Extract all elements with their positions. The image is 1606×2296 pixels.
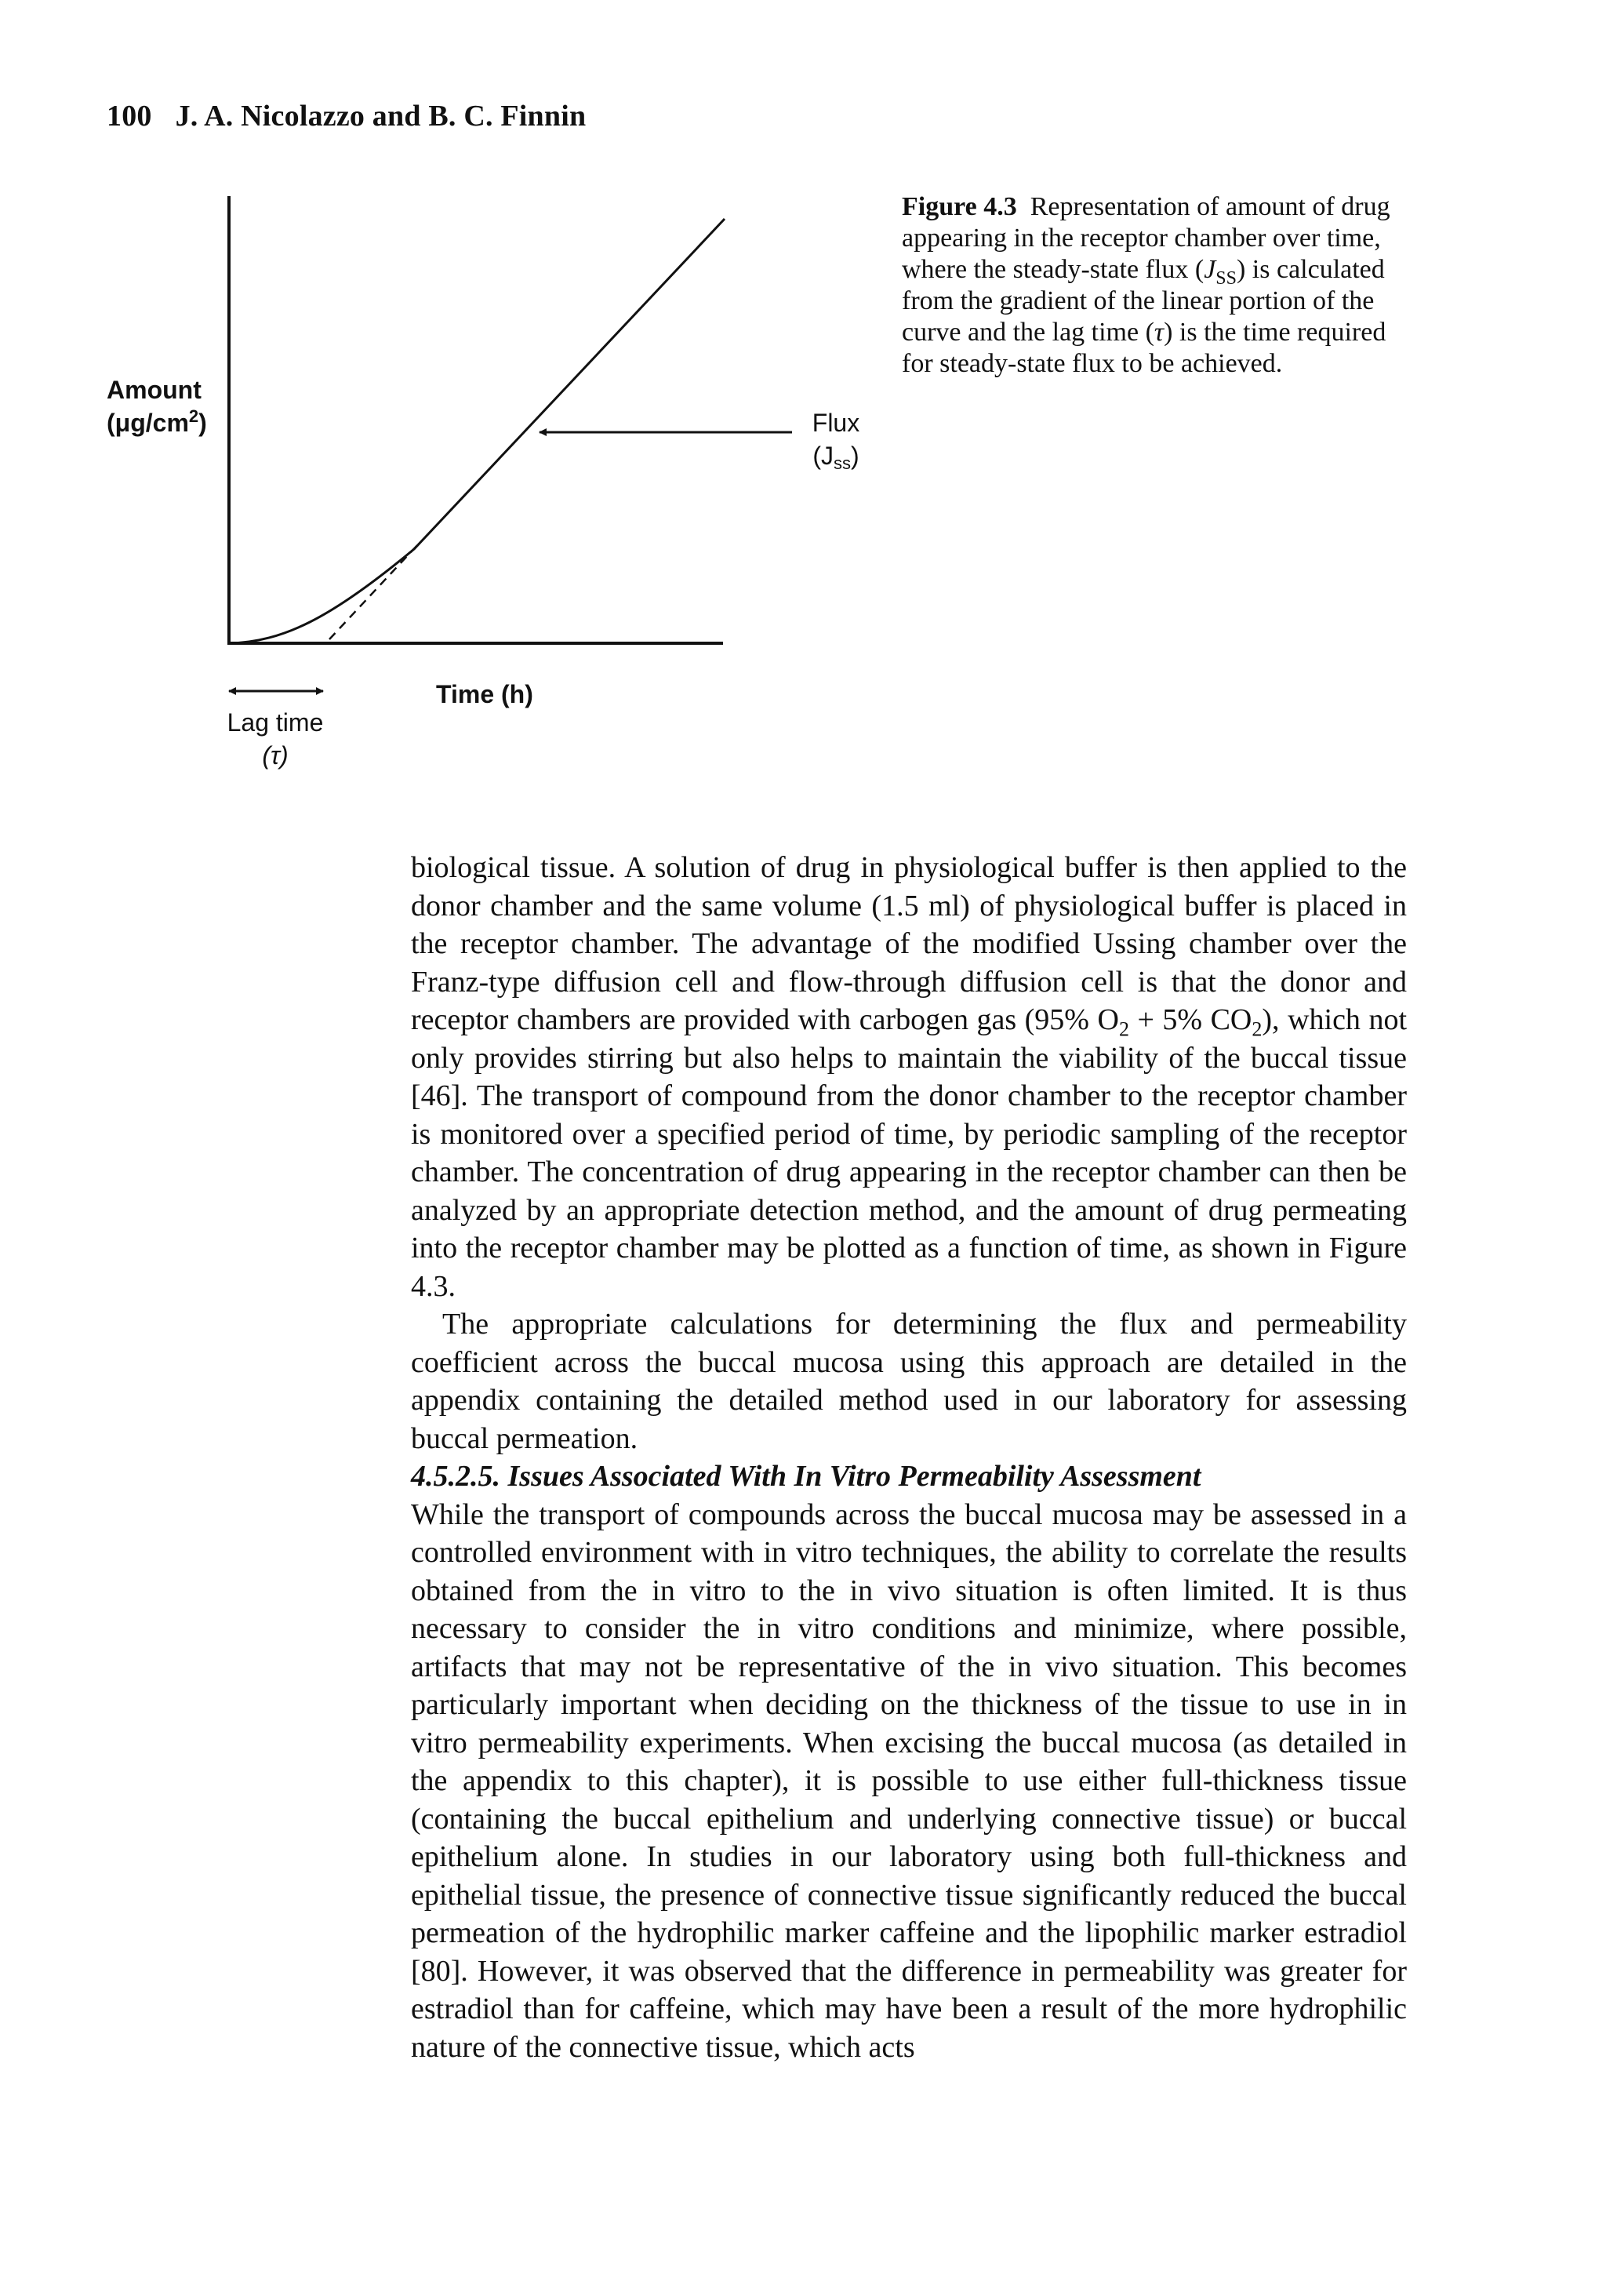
- flux-symbol: $(J_{ss})$: [812, 442, 859, 473]
- y-axis-label: [107, 373, 207, 439]
- flux-label: [805, 406, 867, 472]
- paragraph-1: biological tissue. A solution of drug in physiological buffer is then applied to the donor chamber and the same volume (1.5 ml) of physiological buffer is placed in the receptor chamber. The advantage of the modified Ussing chamber over the Franz-type diffusion cell and flow-through diffusion cell is that the donor and receptor chambers are provided with carbogen gas (95% $O_2 + 5\%$ $CO_2$), which not only provides stirring but also helps to maintain the viability of the buccal tissue [46]. The transport of compound from the donor chamber to the receptor chamber is monitored over a specified period of time, by periodic sampling of the receptor chamber. The concentration of drug appearing in the receptor chamber can then be analyzed by an appropriate detection method, and the amount of drug permeating into the receptor chamber may be plotted as a function of time, as shown in Figure 4.3.: [411, 851, 1408, 1303]
- paragraph-2: The appropriate calculations for determining the flux and permeability coefficient across the buccal mucosa using this approach are detailed in the appendix containing the detailed method used in our laboratory for assessing buccal permeation.: [411, 1308, 1407, 1455]
- caption-title: Figure 4.3: [902, 192, 1017, 221]
- y-axis-label-line2: $(\mu g/cm^2)$: [107, 406, 207, 437]
- section-heading: 4.5.2.5. Issues Associated With In Vitro Permeability Assessment: [411, 1460, 1201, 1493]
- page-number: 100: [107, 100, 152, 133]
- caption-text-1: Representation of amount of drug appearing in the receptor chamber over time, where the steady-state flux (: [902, 192, 1390, 284]
- caption-text-3: ) is the time required for steady-state flux to be achieved.: [902, 318, 1386, 378]
- lag-time-label: [216, 706, 334, 772]
- extrapolation-dashed-line: [329, 543, 420, 639]
- flux-label-text: Flux: [812, 409, 860, 437]
- body-text: [411, 849, 1407, 2066]
- x-axis-label: Time (h): [436, 680, 533, 708]
- caption-jss-sub: SS: [1215, 267, 1237, 289]
- caption-tau: τ: [1154, 318, 1165, 347]
- paragraph-3: While the transport of compounds across the buccal mucosa may be assessed in a controlled environment with in vitro techniques, the ability to correlate the results obtained from the in vitro to the in vivo situation is often limited. It is thus necessary to consider the in vitro conditions and minimize, where possible, artifacts that may not be representative of the in vivo situation. This becomes particularly important when deciding on the thickness of the tissue to use in in vitro permeability experiments. When excising the buccal mucosa (as detailed in the appendix to this chapter), it is possible to use either full-thickness tissue (containing the buccal epithelium and underlying connective tissue) or buccal epithelium alone. In studies in our laboratory using both full-thickness and epithelial tissue, the presence of connective tissue significantly reduced the buccal permeation of the hydrophilic marker caffeine and the lipophilic marker estradiol [80]. However, it was observed that the difference in permeability was greater for estradiol than for caffeine, which may have been a result of the more hydrophilic nature of the connective tissue, which acts: [411, 1497, 1407, 2064]
- figure-caption: [902, 191, 1404, 380]
- running-head-authors: J. A. Nicolazzo and B. C. Finnin: [175, 100, 587, 133]
- lag-time-label-text: Lag time: [227, 708, 324, 737]
- caption-text-2: ) is calculated from the gradient of the linear portion of the curve and the lag time (: [902, 255, 1385, 347]
- y-axis-label-line1: Amount: [107, 376, 202, 404]
- caption-jss: J: [1204, 255, 1216, 284]
- lag-time-symbol: (τ): [262, 741, 289, 770]
